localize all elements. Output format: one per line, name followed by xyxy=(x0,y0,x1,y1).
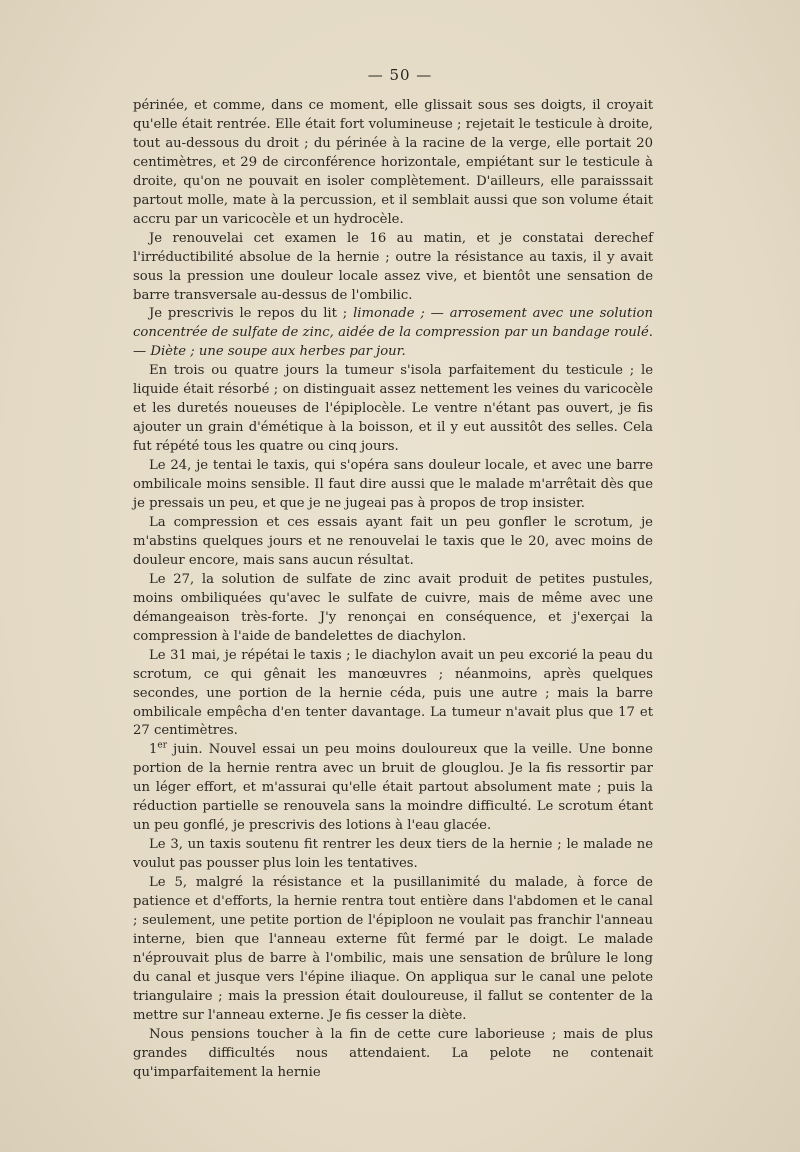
paragraph: Le 3, un taxis soutenu fit rentrer les deux tiers de la hernie ; le malade ne voulut pas pousser plus loin les tentatives. xyxy=(133,837,653,872)
paragraph: La compression et ces essais ayant fait un peu gonfler le scrotum, je m'abstins quelques jours et ne renouvelai le taxis que le 20, avec moins de douleur encore, mais sans aucun résultat. xyxy=(133,514,653,568)
page-number: — 50 — xyxy=(367,66,433,84)
paragraph-rest: juin. Nouvel essai un peu moins douloureux que la veille. Une bonne portion de la hernie rentra avec un bruit de glouglou. Je la fis ressortir par un léger effort, et m'assurai qu'elle était partout absolument mate ; puis la réduction partielle se renouvela sans la moindre difficulté. Le scrotum étant un peu gonflé, je prescrivis des lotions à l'eau glacée. xyxy=(133,742,653,834)
paragraph: Le 27, la solution de sulfate de zinc avait produit de petites pustules, moins ombiliquées qu'avec le sulfate de cuivre, mais de même avec une démangeaison très-forte. J'y renonçai en conséquence, et j'exerçai la compression à l'aide de bandelettes de diachylon. xyxy=(133,571,653,644)
paragraph: périnée, et comme, dans ce moment, elle glissait sous ses doigts, il croyait qu'elle était rentrée. Elle était fort volumineuse ; rejetait le testicule à droite, tout au-dessous du droit ; du périnée à la racine de la verge, elle portait 20 centimètres, et 29 de circonférence horizontale, empiétant sur le testicule à droite, qu'on ne pouvait en isoler complètement. D'ailleurs, elle paraisssait partout molle, mate à la percussion, et il semblait aussi que son volume était accru par un varicocèle et un hydrocèle. xyxy=(133,98,653,227)
paragraph: En trois ou quatre jours la tumeur s'isola parfaitement du testicule ; le liquide était résorbé ; on distinguait assez nettement les veines du varicocèle et les duretés noueuses de l'épiplocèle. Le ventre n'étant pas ouvert, je fis ajouter un grain d'émétique à la boisson, et il y eut aussitôt des selles. Cela fut répété tous les quatre ou cinq jours. xyxy=(133,363,653,455)
paragraph: Nous pensions toucher à la fin de cette cure laborieuse ; mais de plus grandes difficultés nous attendaient. La pelote ne contenait qu'imparfaitement la hernie xyxy=(133,1026,653,1080)
paragraph: Je renouvelai cet examen le 16 au matin, et je constatai derechef l'irréductibilité absolue de la hernie ; outre la résistance au taxis, il y avait sous la pression une douleur locale assez vive, et bientôt une sensation de barre transversale au-dessus de l'ombilic. xyxy=(133,230,653,303)
paragraph xyxy=(133,305,653,362)
prescription-italic: limonade ; — arrosement avec une solution concentrée de sulfate de zinc, aidée de la compression par un bandage roulé. — Diète ; une soupe aux herbes par jour. xyxy=(133,306,653,360)
body-text xyxy=(133,97,653,1083)
date-number: 1 xyxy=(149,742,158,758)
paragraph: Le 5, malgré la résistance et la pusillanimité du malade, à force de patience et d'efforts, la hernie rentra tout entière dans l'abdomen et le canal ; seulement, une petite portion de l'épiploon ne voulait pas franchir l'anneau interne, bien que l'anneau externe fût fermé par le doigt. Le malade n'éprouvait plus de barre à l'ombilic, mais une sensation de brûlure le long du canal et jusque vers l'épine iliaque. On appliqua sur le canal une pelote triangulaire ; mais la pression était douloureuse, il fallut se contenter de la mettre sur l'anneau externe. Je fis cesser la diète. xyxy=(133,875,653,1023)
paragraph: Le 31 mai, je répétai le taxis ; le diachylon avait un peu excorié la peau du scrotum, ce qui gênait les manœuvres ; néanmoins, après quelques secondes, une portion de la hernie céda, puis une autre ; mais la barre ombilicale empêcha d'en tenter davantage. La tumeur n'avait plus que 17 et 27 centimètres. xyxy=(133,647,653,739)
ordinal-suffix: er xyxy=(157,741,168,752)
paragraph-lead: Je prescrivis le repos du lit ; xyxy=(149,306,354,322)
paragraph xyxy=(133,741,653,836)
paragraph: Le 24, je tentai le taxis, qui s'opéra sans douleur locale, et avec une barre ombilicale moins sensible. Il faut dire aussi que le malade m'arrêtait dès que je pressais un peu, et que je ne jugeai pas à propos de trop insister. xyxy=(133,458,653,512)
